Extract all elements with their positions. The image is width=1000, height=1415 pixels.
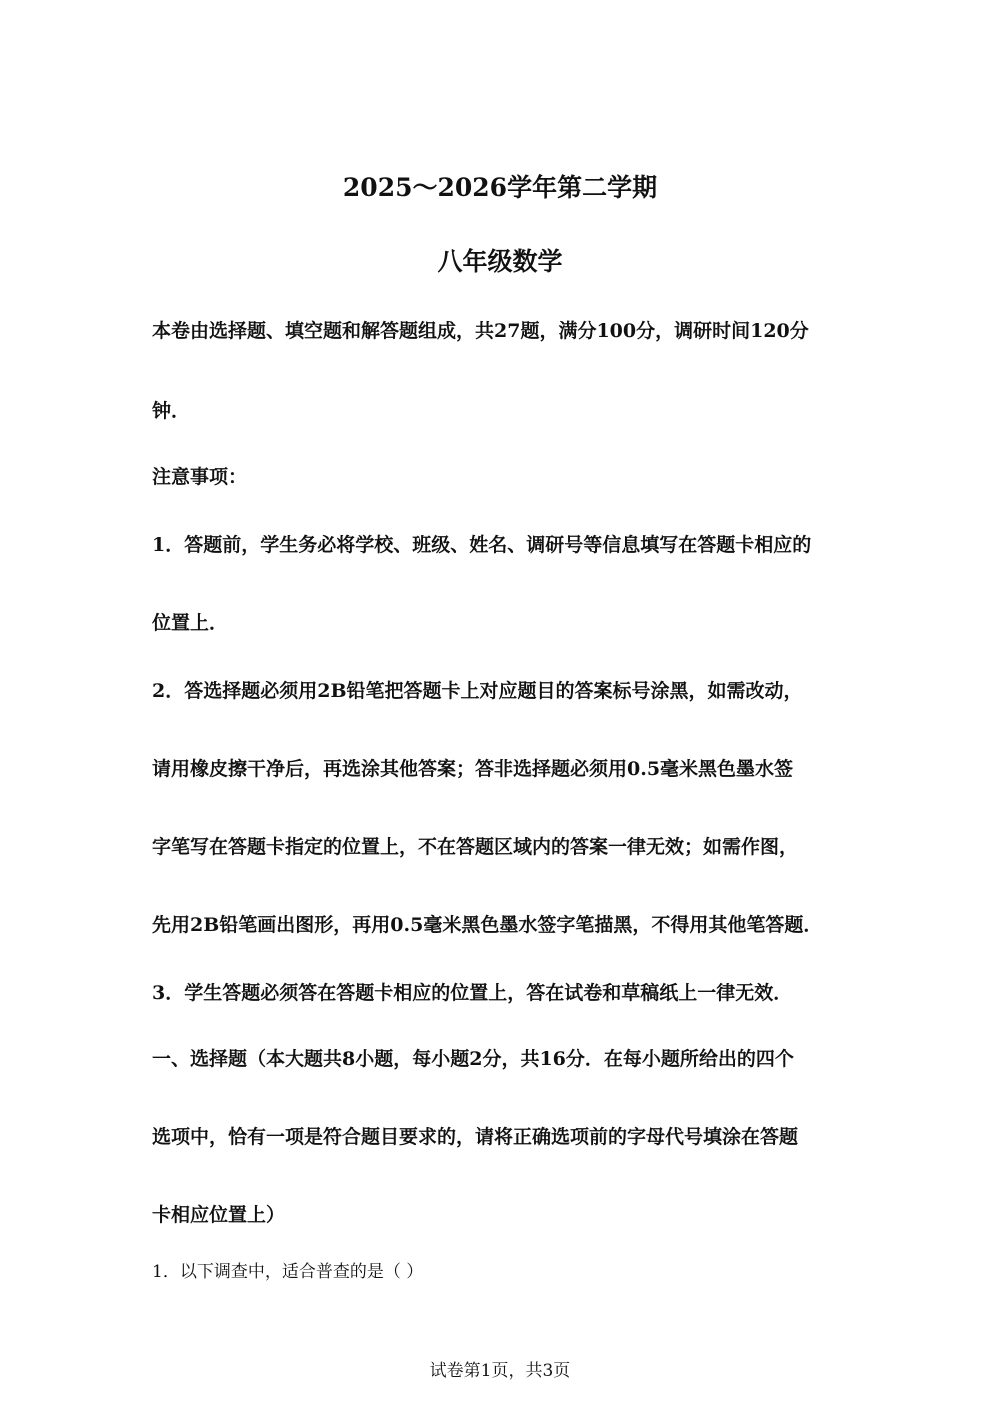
intro-line: 本卷由选择题、填空题和解答题组成，共27题，满分100分，调研时间120分	[152, 320, 809, 342]
page-footer: 试卷第1页，共3页	[429, 1361, 571, 1381]
exam-title: 2025～2026学年第二学期	[342, 173, 658, 202]
notice-item-2: 先用2B铅笔画出图形，再用0.5毫米黑色墨水签字笔描黑，不得用其他笔答题．	[152, 914, 823, 936]
subject-title: 八年级数学	[437, 247, 563, 276]
notice-item-2: 字笔写在答题卡指定的位置上，不在答题区域内的答案一律无效；如需作图，	[152, 836, 799, 858]
notice-heading: 注意事项：	[152, 466, 248, 488]
notice-item-2: 2．答选择题必须用2B铅笔把答题卡上对应题目的答案标号涂黑，如需改动，	[152, 680, 803, 702]
question-1: 1．以下调查中，适合普查的是（ ）	[152, 1262, 424, 1282]
section-heading: 卡相应位置上）	[152, 1204, 286, 1226]
notice-item-1: 1．答题前，学生务必将学校、班级、姓名、调研号等信息填写在答题卡相应的	[152, 534, 812, 556]
notice-item-3: 3．学生答题必须答在答题卡相应的位置上，答在试卷和草稿纸上一律无效．	[152, 982, 793, 1004]
notice-item-1: 位置上．	[152, 612, 229, 634]
notice-item-2: 请用橡皮擦干净后，再选涂其他答案；答非选择题必须用0.5毫米黑色墨水签	[152, 758, 794, 780]
section-heading: 一、选择题（本大题共8小题，每小题2分，共16分．在每小题所给出的四个	[152, 1048, 794, 1070]
intro-line: 钟．	[152, 400, 191, 422]
section-heading: 选项中，恰有一项是符合题目要求的，请将正确选项前的字母代号填涂在答题	[152, 1126, 799, 1148]
